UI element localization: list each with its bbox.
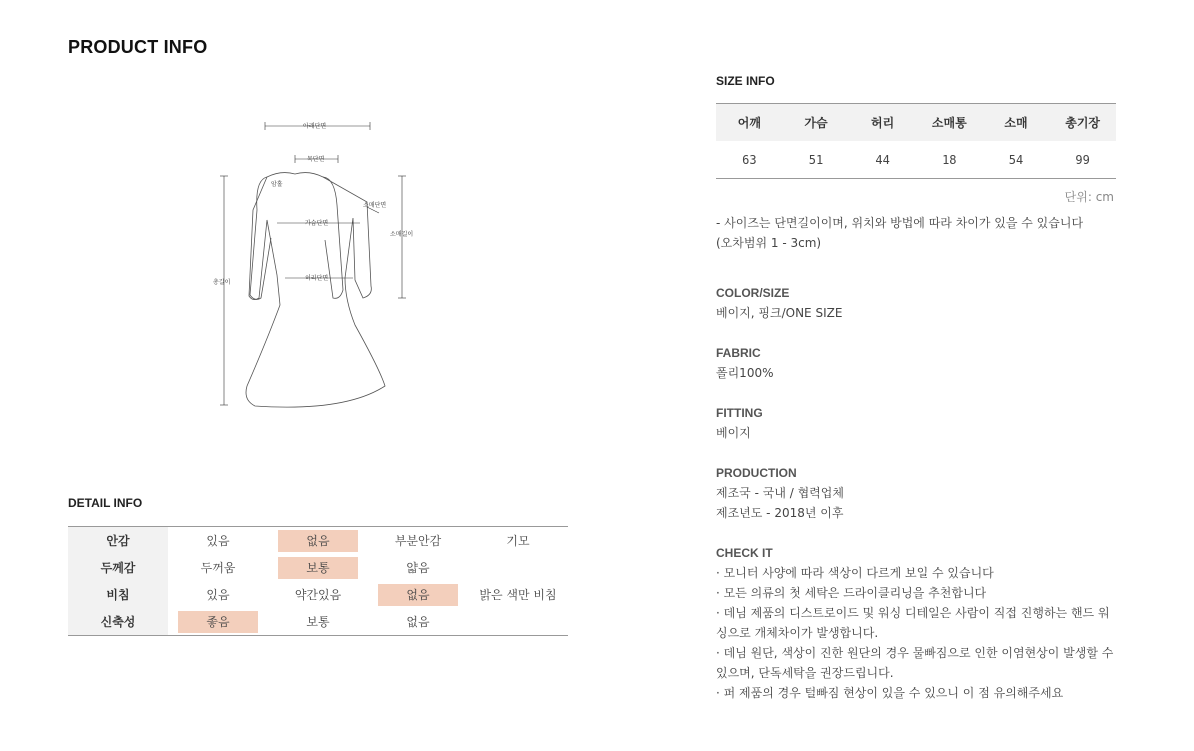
check-it-list <box>716 563 1116 703</box>
size-header-cell: 허리 <box>849 104 916 142</box>
detail-option: 얇음 <box>406 561 430 575</box>
detail-row-label: 신축성 <box>68 608 168 636</box>
detail-option-cell <box>368 581 468 608</box>
detail-option-cell <box>468 554 568 581</box>
detail-option-cell <box>268 554 368 581</box>
detail-option-cell <box>368 554 468 581</box>
detail-option: 부분안감 <box>394 534 442 548</box>
size-value-cell: 99 <box>1075 152 1090 167</box>
detail-option: 약간있음 <box>294 588 342 602</box>
detail-info-table <box>68 526 568 636</box>
check-it-item: · 데님 원단, 색상이 진한 원단의 경우 물빠짐으로 인한 이염현상이 발생할 수 있으며, 단독세탁을 권장드립니다. <box>716 646 1114 680</box>
detail-row-label: 안감 <box>68 527 168 555</box>
size-value-cell: 63 <box>742 152 757 167</box>
color-size-heading: COLOR/SIZE <box>716 286 790 300</box>
detail-option-selected: 없음 <box>278 530 358 552</box>
production-country: 제조국 - 국내 / 협력업체 <box>716 486 844 500</box>
armhole-label: 암홀 <box>271 181 283 188</box>
size-header-cell: 소매통 <box>916 104 983 142</box>
detail-option-selected: 보통 <box>278 557 358 579</box>
total-length-label: 총길이 <box>213 279 231 286</box>
detail-option: 두꺼움 <box>200 561 236 575</box>
sleeve-width-label: 소매단면 <box>363 202 387 209</box>
size-value-cell: 51 <box>808 152 824 167</box>
check-it-heading: CHECK IT <box>716 546 773 560</box>
production-heading: PRODUCTION <box>716 466 797 480</box>
sleeve-length-label: 소매길이 <box>390 231 414 238</box>
check-it-item: · 데님 제품의 디스트로이드 및 워싱 디테일은 사람이 직접 진행하는 핸드 워싱으로 개체차이가 발생합니다. <box>716 606 1110 640</box>
detail-row <box>68 527 568 555</box>
detail-option: 있음 <box>206 588 230 602</box>
size-value-cell: 44 <box>875 152 890 167</box>
detail-option-cell <box>268 581 368 608</box>
detail-option-cell <box>468 527 568 555</box>
detail-option: 없음 <box>406 615 430 629</box>
size-unit: 단위: cm <box>1064 190 1114 204</box>
size-value-cell: 54 <box>1008 152 1024 167</box>
detail-option: 기모 <box>506 534 530 548</box>
detail-option-cell <box>168 554 268 581</box>
size-note-line: - 사이즈는 단면길이이며, 위치와 방법에 따라 차이가 있을 수 있습니다 <box>716 216 1084 230</box>
size-value-cell: 18 <box>942 152 957 167</box>
production-value <box>716 483 1116 523</box>
detail-option: 있음 <box>206 534 230 548</box>
check-it-item: · 퍼 제품의 경우 털빠짐 현상이 있을 수 있으니 이 점 유의해주세요 <box>716 686 1064 700</box>
fitting-value: 베이지 <box>716 426 751 440</box>
check-it-item: · 모든 의류의 첫 세탁은 드라이클리닝을 추천합니다 <box>716 586 987 600</box>
detail-option: 밝은 색만 비침 <box>479 588 557 602</box>
detail-info-title: DETAIL INFO <box>68 496 143 510</box>
chest-width-label: 가슴단면 <box>305 220 329 227</box>
detail-option-cell <box>168 608 268 636</box>
detail-row <box>68 554 568 581</box>
fitting-heading: FITTING <box>716 406 763 420</box>
hem-width-label: 아래단면 <box>303 123 327 130</box>
detail-row <box>68 608 568 636</box>
detail-option-cell <box>468 608 568 636</box>
detail-option-cell <box>168 527 268 555</box>
product-info-title: PRODUCT INFO <box>68 37 208 57</box>
detail-option-cell <box>268 608 368 636</box>
size-info-table <box>716 103 1116 179</box>
color-size-value: 베이지, 핑크/ONE SIZE <box>716 306 843 320</box>
fabric-value: 폴리100% <box>716 366 774 380</box>
detail-option-cell <box>468 581 568 608</box>
detail-option: 보통 <box>306 615 330 629</box>
neck-width-label: 목단면 <box>307 156 325 163</box>
size-header-cell: 어깨 <box>716 104 783 142</box>
size-info-title: SIZE INFO <box>716 74 775 88</box>
waist-width-label: 허리단면 <box>305 275 329 282</box>
size-header-cell: 소매 <box>983 104 1050 142</box>
detail-option-cell <box>368 527 468 555</box>
detail-row-label: 비침 <box>68 581 168 608</box>
detail-option-cell <box>168 581 268 608</box>
detail-option-selected: 좋음 <box>178 611 258 633</box>
dress-measurement-diagram <box>195 110 414 420</box>
fabric-heading: FABRIC <box>716 346 761 360</box>
check-it-item: · 모니터 사양에 따라 색상이 다르게 보일 수 있습니다 <box>716 566 994 580</box>
size-header-cell: 가슴 <box>783 104 850 142</box>
dress-outline-illustration <box>195 110 414 420</box>
detail-row <box>68 581 568 608</box>
detail-option-selected: 없음 <box>378 584 458 606</box>
size-note <box>716 213 1116 253</box>
production-year: 제조년도 - 2018년 이후 <box>716 506 844 520</box>
detail-option-cell <box>368 608 468 636</box>
detail-option-cell <box>268 527 368 555</box>
size-note-range: (오차범위 1 - 3cm) <box>716 236 822 250</box>
size-header-cell: 총기장 <box>1049 104 1116 142</box>
detail-row-label: 두께감 <box>68 554 168 581</box>
